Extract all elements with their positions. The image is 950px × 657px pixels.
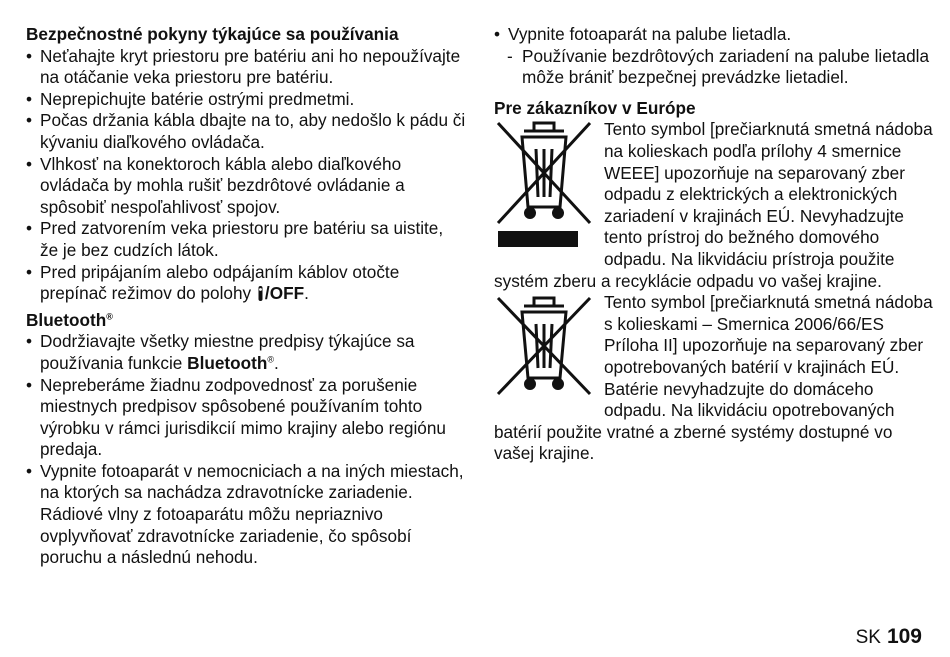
left-column xyxy=(26,24,466,569)
list-item: • Neprepichujte batérie ostrými predmetmi. xyxy=(26,88,355,109)
heading-battery-safety: Bezpečnostné pokyny týkajúce sa používania xyxy=(26,24,399,44)
weee-symbol xyxy=(494,119,600,253)
weee-paragraph: Tento symbol [prečiarknutá smetná nádoba na kolieskach podľa prílohy 4 smernice WEEE] upozorňuje na separovaný zber odpadu z elektrických a elektronických zariadení v krajinách EÚ. Nevyhadzujte tento prístroj do bežného domového odpadu. Na likvidáciu prístroja použite systém zberu a recyklácie odpadu vo vašej krajine. xyxy=(494,119,933,291)
battery-symbol xyxy=(494,294,600,405)
right-column xyxy=(494,24,934,465)
crossed-bin-icon xyxy=(494,119,594,227)
list-item: • Dodržiavajte všetky miestne predpisy týkajúce sa používania funkcie Bluetooth®. xyxy=(26,331,415,373)
list-item: • Vypnite fotoaparát v nemocniciach a na iných miestach, na ktorých sa nachádza zdravotnícke zariadenie. xyxy=(26,460,464,503)
battery-disposal-paragraph: Tento symbol [prečiarknutá smetná nádoba s kolieskami – Smernica 2006/66/ES Príloha II] upozorňuje na separovaný zber opotrebovaných batérií v krajinách EÚ. Batérie nevyhadzujte do domáceho odpadu. Na likvidáciu opotrebovaných batérií použite vratné a zberné systémy dostupné vo vašej krajine. xyxy=(494,292,933,464)
heading-europe: Pre zákazníkov v Európe xyxy=(494,97,696,118)
language-code: SK xyxy=(855,627,881,648)
list-item: • Pred pripájaním alebo odpájaním káblov otočte prepínač režimov do polohy /OFF. xyxy=(26,261,400,304)
list-item: • Počas držania kábla dbajte na to, aby nedošlo k pádu či kývaniu diaľkového ovládača. xyxy=(26,110,466,152)
list-item: • Vlhkosť na konektoroch kábla alebo diaľkového ovládača by mohla rušiť bezdrôtové ovládanie a spôsobiť nespoľahlivosť spojov. xyxy=(26,153,405,217)
crossed-bin-icon xyxy=(494,294,594,398)
page-number: 109 xyxy=(886,625,922,648)
list-item: • Pred zatvorením veka priestoru pre batériu sa uistite, že je bez cudzích látok. xyxy=(26,218,444,260)
list-item: • Neťahajte kryt priestoru pre batériu ani ho nepoužívajte na otáčanie veka priestoru pre batériu. xyxy=(26,45,461,88)
heading-bluetooth: Bluetooth® xyxy=(26,309,113,330)
page-footer xyxy=(856,625,922,649)
mode-dial-icon xyxy=(256,286,265,301)
list-item: • Vypnite fotoaparát na palube lietadla. xyxy=(494,24,792,44)
sub-item: - Používanie bezdrôtových zariadení na palube lietadla môže brániť bezpečnej prevádzke lietadiel. xyxy=(507,45,930,88)
list-item-paragraph: Rádiové vlny z fotoaparátu môžu nepriaznivo ovplyvňovať zdravotnícke zariadenie, čo spôsobí poruchu a následnú nehodu. xyxy=(40,504,412,568)
list-item: • Nepreberáme žiadnu zodpovednosť za porušenie miestnych predpisov spôsobené používaním tohto výrobku v rámci jurisdikcií mimo krajiny alebo regiónu predaja. xyxy=(26,374,446,460)
weee-black-bar xyxy=(498,231,578,247)
